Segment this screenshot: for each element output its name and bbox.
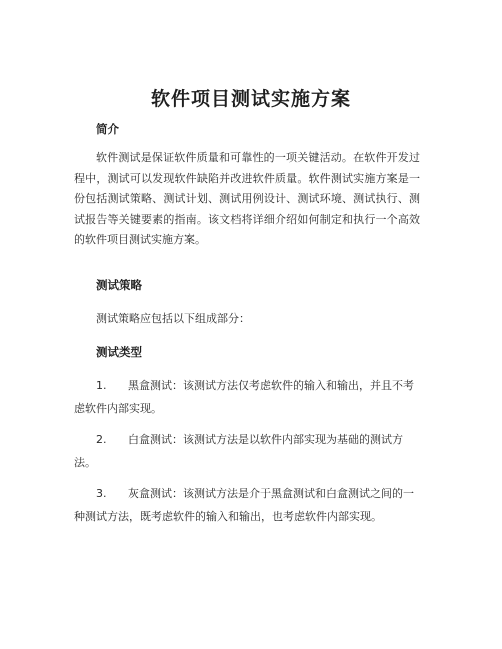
list-item-number: 2.	[96, 433, 107, 446]
list-item-number: 1.	[96, 379, 107, 392]
intro-paragraph: 软件测试是保证软件质量和可靠性的一项关键活动。在软件开发过程中，测试可以发现软件缺陷并改进软件质量。软件测试实施方案是一份包括测试策略、测试计划、测试用例设计、测试环境、测试执行、测试报告等关键要素的指南。该文档将详细介绍如何制定和执行一个高效的软件项目测试实施方案。	[74, 151, 420, 246]
list-item-number: 3.	[96, 487, 107, 500]
section-heading-test-types: 测试类型	[96, 345, 142, 359]
list-item-text: 黑盒测试：该测试方法仅考虑软件的输入和输出，并且不考虑软件内部实现。	[74, 379, 414, 415]
list-item-text: 白盒测试：该测试方法是以软件内部实现为基础的测试方法。	[74, 433, 403, 469]
list-item-text: 灰盒测试：该测试方法是介于黑盒测试和白盒测试之间的一种测试方法，既考虑软件的输入和输出，也考虑软件内部实现。	[74, 487, 414, 523]
strategy-paragraph: 测试策略应包括以下组成部分：	[96, 312, 250, 325]
section-heading-intro: 简介	[96, 122, 119, 136]
list-item	[74, 428, 420, 474]
section-heading-strategy: 测试策略	[96, 278, 142, 292]
list-item	[74, 482, 420, 528]
list-item	[74, 374, 420, 420]
document-title: 软件项目测试实施方案	[150, 88, 351, 110]
